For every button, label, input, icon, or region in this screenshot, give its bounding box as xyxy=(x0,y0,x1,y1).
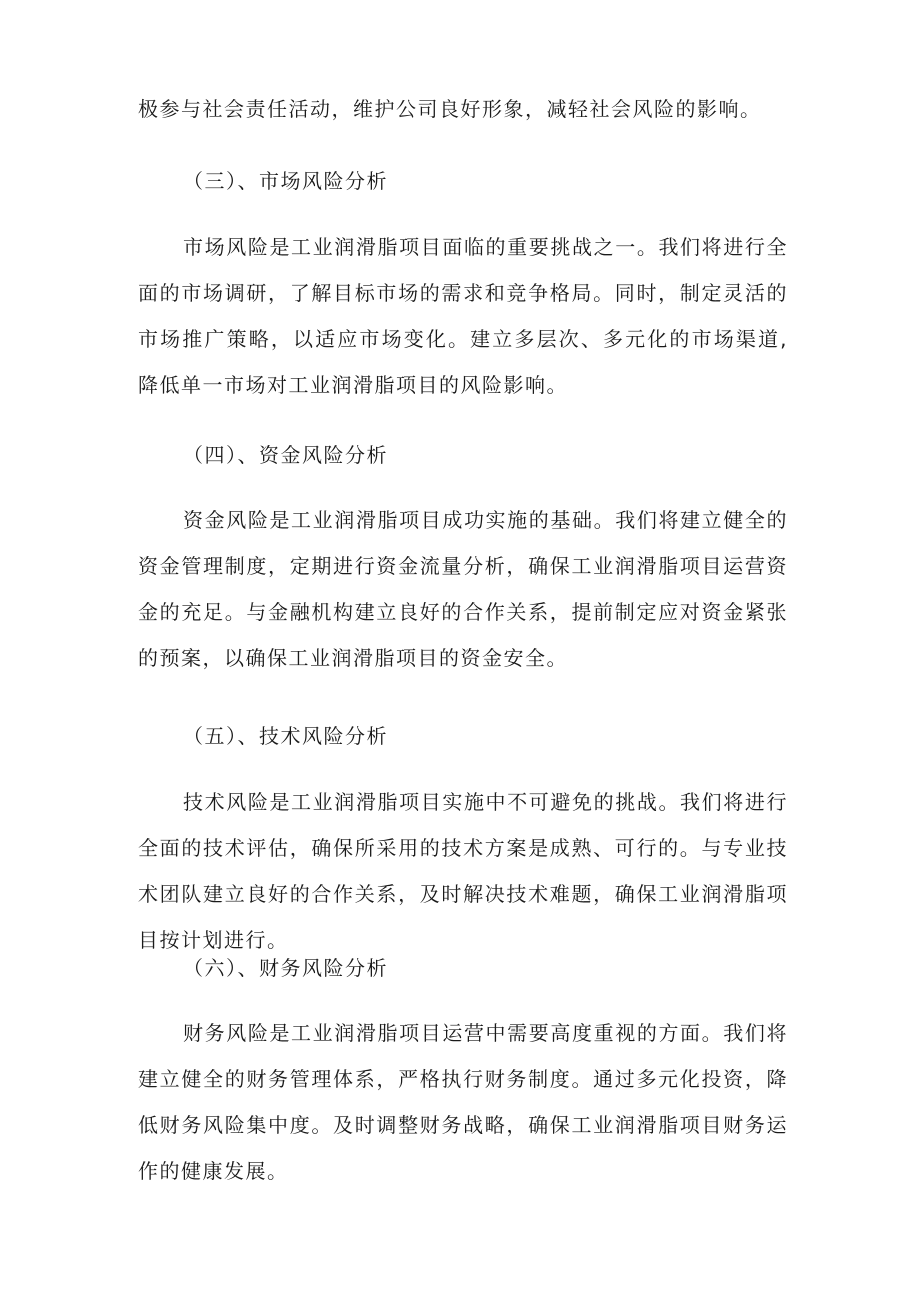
section-heading-technical-risk: （五）、技术风险分析 xyxy=(183,724,388,748)
section-heading-financial-risk: （六）、财务风险分析 xyxy=(183,956,388,980)
section-heading-capital-risk: （四）、资金风险分析 xyxy=(183,443,388,467)
section-body-market-risk: 市场风险是工业润滑脂项目面临的重要挑战之一。我们将进行全面的市场调研，了解目标市场的需求和竞争格局。同时，制定灵活的市场推广策略，以适应市场变化。建立多层次、多元化的市场渠道,降低单一市场对工业润滑脂项目的风险影响。 xyxy=(138,235,788,397)
section-body-capital-risk: 资金风险是工业润滑脂项目成功实施的基础。我们将建立健全的资金管理制度，定期进行资金流量分析，确保工业润滑脂项目运营资金的充足。与金融机构建立良好的合作关系，提前制定应对资金紧张的预案，以确保工业润滑脂项目的资金安全。 xyxy=(138,508,788,670)
section-body-financial-risk: 财务风险是工业润滑脂项目运营中需要高度重视的方面。我们将建立健全的财务管理体系，严格执行财务制度。通过多元化投资，降低财务风险集中度。及时调整财务战略，确保工业润滑脂项目财务运作的健康发展。 xyxy=(138,1021,788,1183)
section-heading-market-risk: （三）、市场风险分析 xyxy=(183,169,388,193)
section-body-technical-risk: 技术风险是工业润滑脂项目实施中不可避免的挑战。我们将进行全面的技术评估，确保所采用的技术方案是成熟、可行的。与专业技术团队建立良好的合作关系，及时解决技术难题，确保工业润滑脂项目按计划进行。 xyxy=(138,790,788,952)
carry-over-paragraph: 极参与社会责任活动，维护公司良好形象，减轻社会风险的影响。 xyxy=(138,97,762,121)
